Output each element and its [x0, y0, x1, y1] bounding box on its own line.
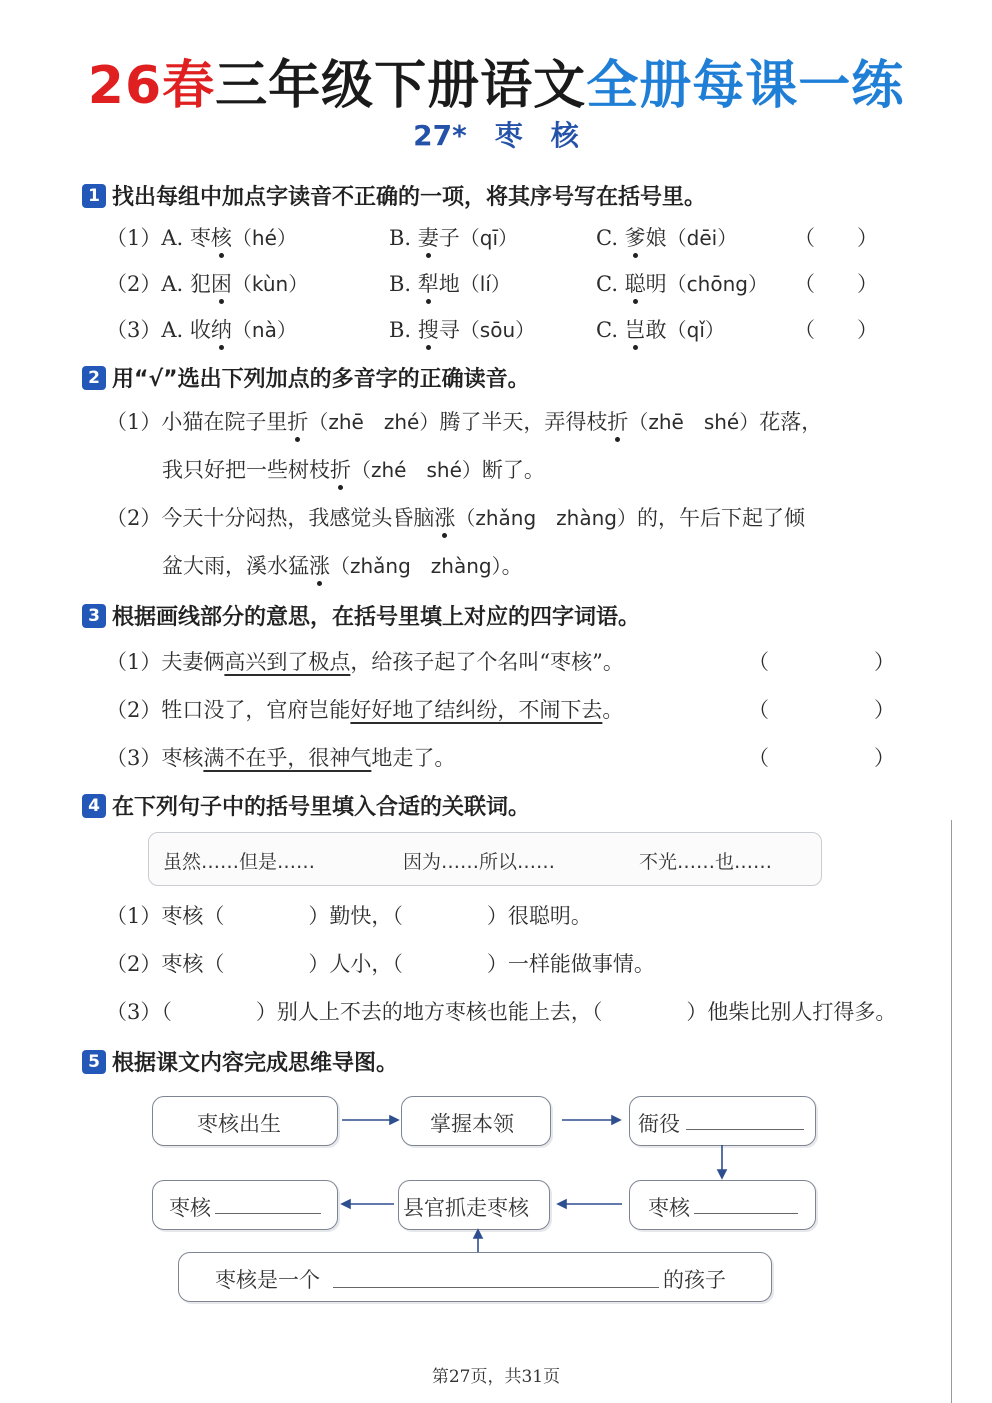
- fill-in-sentence[interactable]: 枣核（ ）勤快，（ ）很聪明。: [161, 904, 592, 928]
- lesson-number: 27*: [413, 119, 467, 152]
- node-label: 枣核出生: [197, 1112, 281, 1136]
- option-a-text: A. 犯: [161, 272, 211, 296]
- item-label: （3）: [106, 318, 162, 342]
- pinyin-choices[interactable]: （zhé shé）: [351, 458, 482, 482]
- section-instruction: 在下列句子中的括号里填入合适的关联词。: [112, 795, 531, 820]
- text: 盆大雨，溪水猛: [162, 554, 309, 578]
- node-label: 的孩子: [663, 1268, 726, 1292]
- title-part-series: 全册每课一练: [586, 56, 905, 116]
- underlined-phrase: 高兴到了极点: [224, 650, 351, 674]
- option-c-rest: 娘: [645, 226, 667, 250]
- node-label: 枣核是一个: [215, 1268, 320, 1292]
- dotted-char: 涨: [434, 502, 455, 532]
- answer-blank[interactable]: （ ）: [794, 226, 878, 250]
- answer-blank[interactable]: （ ）: [794, 318, 878, 342]
- text: 我只好把一些树枝: [162, 458, 330, 482]
- text: 枣核: [161, 746, 204, 770]
- item-label: （2）: [106, 272, 162, 296]
- fill-in-sentence[interactable]: （ ）别人上不去的地方枣核也能上去，（ ）他柴比别人打得多。: [161, 1000, 897, 1024]
- arrow-down-icon: [718, 1170, 726, 1178]
- page-edge-rule: [951, 820, 952, 1403]
- word-option: 不光……也……: [639, 851, 773, 873]
- word-option: 因为……所以……: [403, 851, 556, 873]
- section-instruction: 找出每组中加点字读音不正确的一项，将其序号写在括号里。: [112, 185, 707, 210]
- node-label: 枣核: [169, 1196, 211, 1220]
- underlined-phrase: 好好地了结纠纷，不闹下去: [350, 698, 603, 722]
- dotted-char: 折: [330, 454, 351, 484]
- pinyin: （dēi）: [666, 226, 738, 250]
- dotted-char: 犁: [418, 268, 439, 298]
- dotted-char: 核: [211, 222, 232, 252]
- section-instruction: 用“√”选出下列加点的多音字的正确读音。: [112, 367, 530, 392]
- text: 花落，: [759, 410, 823, 434]
- pinyin: （chōng）: [666, 272, 768, 296]
- answer-blank[interactable]: （ ）: [748, 698, 895, 722]
- section-number-badge: 1: [82, 184, 106, 208]
- section-instruction: 根据课文内容完成思维导图。: [112, 1051, 399, 1076]
- title-part-year: 26春: [87, 56, 216, 116]
- text: ，给孩子起了个名叫“枣核”。: [350, 650, 624, 674]
- option-c-text: C.: [596, 226, 625, 250]
- option-c-text: C.: [596, 318, 625, 342]
- dotted-char: 爹: [625, 222, 646, 252]
- option-b-text: B.: [389, 226, 418, 250]
- dotted-char: 聪: [625, 268, 646, 298]
- node-label: 枣核: [648, 1196, 690, 1220]
- text: 夫妻俩: [161, 650, 225, 674]
- answer-blank[interactable]: （ ）: [794, 272, 878, 296]
- arrow-left-icon: [558, 1200, 566, 1208]
- item-label: （2）: [106, 952, 162, 976]
- page-footer: 第27页，共31页: [431, 1367, 561, 1387]
- dotted-char: 涨: [309, 550, 330, 580]
- answer-blank[interactable]: （ ）: [748, 746, 895, 770]
- pinyin: （qī）: [459, 226, 519, 250]
- answer-blank[interactable]: （ ）: [748, 650, 895, 674]
- dotted-char: 折: [607, 406, 628, 436]
- option-c-rest: 明: [645, 272, 667, 296]
- item-label: （2）: [106, 506, 162, 530]
- option-a-text: A. 枣: [161, 226, 211, 250]
- pinyin: （hé）: [231, 226, 297, 250]
- dotted-char: 岂: [625, 314, 646, 344]
- node-label: 县官抓走枣核: [403, 1196, 529, 1220]
- option-c-text: C.: [596, 272, 625, 296]
- text: 今天十分闷热，我感觉头昏脑: [161, 506, 435, 530]
- item-label: （1）: [106, 650, 162, 674]
- dotted-char: 妻: [418, 222, 439, 252]
- option-a-text: A. 收: [161, 318, 211, 342]
- pinyin-choices[interactable]: （zhē shé）: [628, 410, 760, 434]
- node-label: 衙役: [638, 1112, 680, 1136]
- item-label: （3）: [106, 1000, 162, 1024]
- option-b-text: B.: [389, 272, 418, 296]
- item-label: （1）: [106, 904, 162, 928]
- dotted-char: 困: [211, 268, 232, 298]
- arrow-left-icon: [342, 1200, 350, 1208]
- option-c-rest: 敢: [645, 318, 667, 342]
- arrow-right-icon: [390, 1116, 398, 1124]
- option-b-rest: 寻: [438, 318, 460, 342]
- lesson-name-char1: 枣: [494, 119, 523, 152]
- dotted-char: 搜: [418, 314, 439, 344]
- section-number-badge: 4: [82, 794, 106, 818]
- option-b-rest: 子: [438, 226, 460, 250]
- underlined-phrase: 满不在乎，很神气: [203, 746, 372, 770]
- item-label: （1）: [106, 226, 162, 250]
- arrow-up-icon: [474, 1230, 482, 1238]
- fill-in-sentence[interactable]: 枣核（ ）人小，（ ）一样能做事情。: [161, 952, 655, 976]
- text: 牲口没了，官府岂能: [161, 698, 351, 722]
- arrow-right-icon: [612, 1116, 620, 1124]
- node-label: 掌握本领: [430, 1112, 514, 1136]
- text: 。: [602, 698, 624, 722]
- lesson-name-char2: 核: [550, 119, 579, 152]
- text: 地走了。: [371, 746, 456, 770]
- option-b-rest: 地: [438, 272, 460, 296]
- item-label: （1）: [106, 410, 162, 434]
- pinyin: （qǐ）: [666, 318, 725, 342]
- item-label: （2）: [106, 698, 162, 722]
- pinyin-choices[interactable]: （zhǎng zhàng）: [455, 506, 637, 530]
- section-number-badge: 5: [82, 1050, 106, 1074]
- section-number-badge: 3: [82, 604, 106, 628]
- text: 。: [501, 554, 523, 578]
- dotted-char: 纳: [211, 314, 232, 344]
- title-part-grade: 三年级下册语文: [215, 56, 587, 116]
- text: 腾了半天，弄得枝: [439, 410, 608, 434]
- pinyin: （sōu）: [459, 318, 536, 342]
- pinyin: （lí）: [459, 272, 511, 296]
- dotted-char: 折: [287, 406, 308, 436]
- section-number-badge: 2: [82, 366, 106, 390]
- text: 断了。: [481, 458, 545, 482]
- word-option: 虽然……但是……: [163, 851, 316, 873]
- text: 的，午后下起了倾: [636, 506, 805, 530]
- pinyin: （kùn）: [231, 272, 309, 296]
- pinyin: （nà）: [231, 318, 297, 342]
- pinyin-choices[interactable]: （zhǎng zhàng）: [330, 554, 502, 578]
- section-instruction: 根据画线部分的意思，在括号里填上对应的四字词语。: [112, 605, 641, 630]
- option-b-text: B.: [389, 318, 418, 342]
- item-label: （3）: [106, 746, 162, 770]
- text: 小猫在院子里: [161, 410, 288, 434]
- pinyin-choices[interactable]: （zhē zhé）: [308, 410, 440, 434]
